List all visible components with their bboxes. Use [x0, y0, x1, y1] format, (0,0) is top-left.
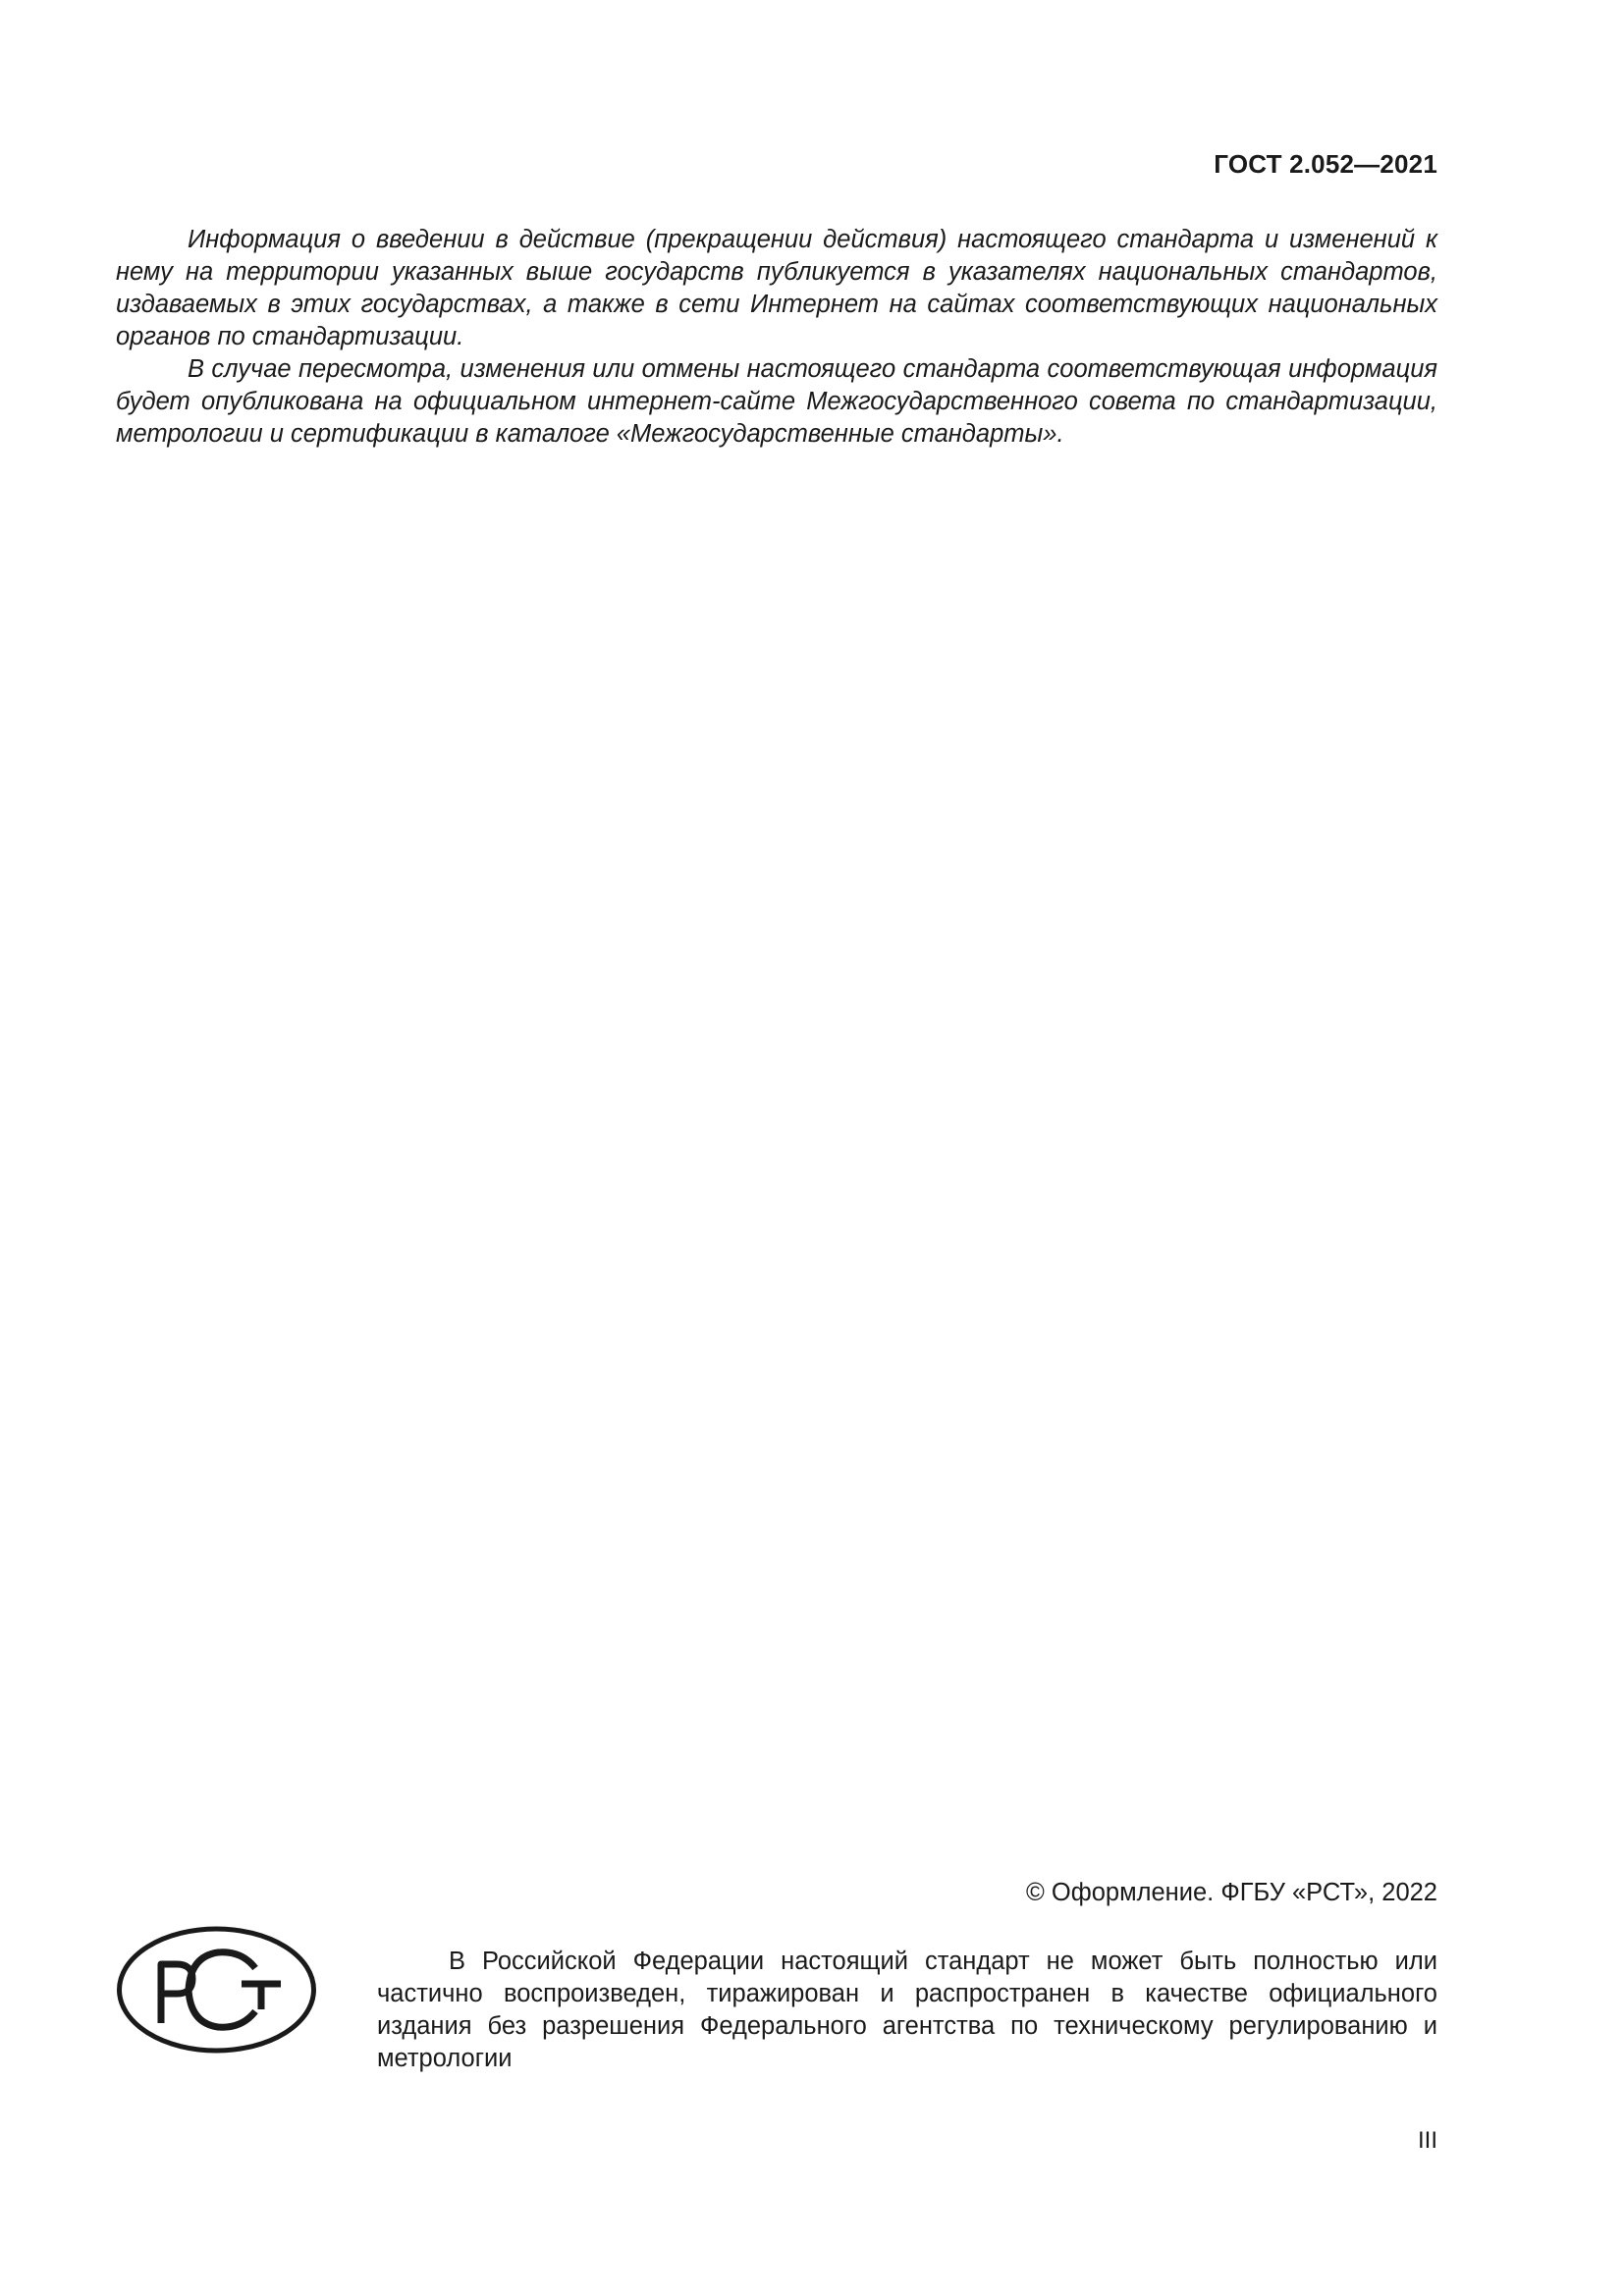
intro-text — [116, 224, 1437, 451]
intro-paragraph-1: Информация о введении в действие (прекращении действия) настоящего стандарта и изменений к нему на территории указанных выше государств публикуется в указателях национальных стандартов, издаваемых в этих государствах, а также в сети Интернет на сайтах соответствующих национальных органов по стандартизации. — [116, 226, 1437, 350]
copyright-line: © Оформление. ФГБУ «РСТ», 2022 — [1026, 1879, 1437, 1906]
reproduction-notice: В Российской Федерации настоящий стандарт не может быть полностью или частично воспроизведен, тиражирован и распространен в качестве официального издания без разрешения Федерального агентства по техническому регулированию и метрологии — [377, 1948, 1437, 2072]
document-code: ГОСТ 2.052—2021 — [1214, 149, 1437, 179]
rst-logo-icon — [116, 1925, 317, 2055]
intro-paragraph-2: В случае пересмотра, изменения или отмены настоящего стандарта соответствующая информация будет опубликована на официальном интернет-сайте Межгосударственного совета по стандартизации, метрологии и сертификации в каталоге «Межгосударственные стандарты». — [116, 355, 1437, 448]
page-number: III — [1417, 2127, 1437, 2154]
